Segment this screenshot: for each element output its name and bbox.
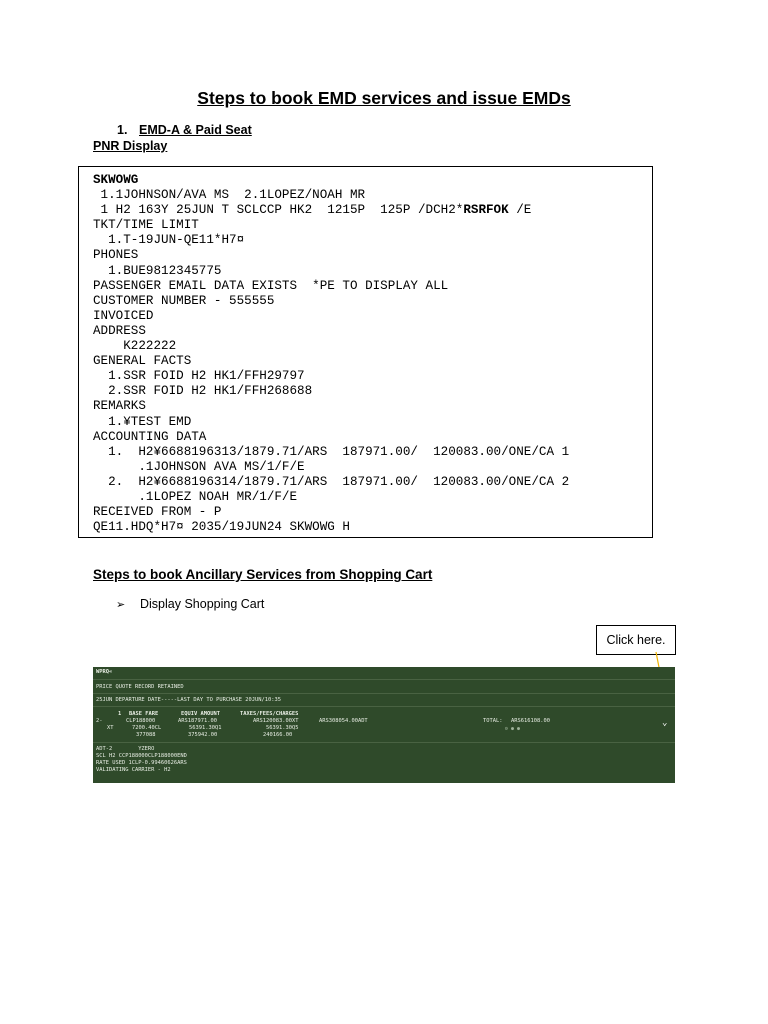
terminal-row1-base: CLP188000	[126, 718, 156, 724]
terminal-row1-total-value: ARS616108.00	[511, 718, 550, 724]
pnr-display-box	[78, 166, 653, 538]
pnr-line-text: 2.SSR FOID H2 HK1/FFH268688	[93, 384, 313, 399]
terminal-col-taxes: TAXES/FEES/CHARGES	[240, 711, 299, 717]
pnr-line	[93, 384, 652, 399]
pnr-line-text: ADDRESS	[93, 323, 146, 338]
terminal-row3-base: 377088	[136, 732, 156, 738]
pnr-line-text: REMARKS	[93, 399, 146, 414]
pnr-line	[93, 188, 652, 203]
pnr-line-text: 1 H2 163Y 25JUN T SCLCCP HK2 1215P 125P /DCH2*	[93, 203, 464, 218]
terminal-line-fare-calc: SCL H2 CCP188000CLP188000END	[96, 753, 187, 759]
pnr-line	[93, 218, 652, 233]
bullet-display-shopping-cart	[116, 597, 264, 611]
pnr-line	[93, 520, 652, 535]
pnr-line-text: TKT/TIME LIMIT	[93, 218, 199, 233]
pnr-line-tail: /E	[508, 203, 532, 218]
terminal-line-validating: VALIDATING CARRIER - H2	[96, 767, 171, 773]
pnr-line	[93, 173, 652, 188]
pnr-line-text: .1LOPEZ NOAH MR/1/F/E	[93, 489, 298, 504]
pnr-line-text: PHONES	[93, 248, 139, 263]
pnr-line	[93, 430, 652, 445]
terminal-line-departure: 25JUN DEPARTURE DATE-----LAST DAY TO PURCHASE 20JUN/10:35	[96, 697, 281, 703]
terminal-row2-label: XT	[107, 725, 114, 731]
pnr-line-text: PASSENGER EMAIL DATA EXISTS *PE TO DISPLAY ALL	[93, 278, 449, 293]
pnr-line	[93, 233, 652, 248]
terminal-line-retained: PRICE QUOTE RECORD RETAINED	[96, 684, 184, 690]
pnr-line-text: QE11.HDQ*H7¤ 2035/19JUN24 SKWOWG H	[93, 520, 350, 535]
chevron-down-icon[interactable]: ⌄	[662, 718, 668, 728]
terminal-row1-index: 2-	[96, 718, 103, 724]
terminal-separator	[93, 706, 675, 707]
terminal-status-dots-icon: ⚙ ● ●	[505, 726, 521, 732]
pnr-line-text: SKWOWG	[93, 173, 139, 187]
section-1-label: EMD-A & Paid Seat	[139, 123, 252, 137]
pnr-line-text: 1. H2¥6688196313/1879.71/ARS 187971.00/ 120083.00/ONE/CA 1	[93, 444, 570, 459]
terminal-row2-taxes: 56391.30Q5	[266, 725, 299, 731]
pnr-line	[93, 399, 652, 414]
pnr-line	[93, 445, 652, 460]
pnr-line-text: GENERAL FACTS	[93, 354, 192, 369]
section-1-number: 1.	[117, 123, 128, 137]
pnr-line	[93, 369, 652, 384]
pnr-line-text: 1.¥TEST EMD	[93, 414, 192, 429]
terminal-row2-base: 7200.40CL	[132, 725, 162, 731]
terminal-line-rate: RATE USED 1CLP-0.99460626ARS	[96, 760, 187, 766]
terminal-col-index: 1	[118, 711, 122, 717]
terminal-line-adt: ADT-2 YZERO	[96, 746, 155, 752]
shopping-cart-terminal-screenshot	[93, 667, 675, 783]
pnr-line	[93, 460, 652, 475]
pnr-line-text: ACCOUNTING DATA	[93, 429, 207, 444]
pnr-line	[93, 248, 652, 263]
pnr-line-text: K222222	[93, 339, 177, 354]
pnr-line	[93, 490, 652, 505]
pnr-line-text: 1.1JOHNSON/AVA MS 2.1LOPEZ/NOAH MR	[93, 188, 366, 203]
terminal-row1-adt: ARS308054.00ADT	[319, 718, 368, 724]
pnr-line-text: INVOICED	[93, 308, 154, 323]
terminal-row1-total-label: TOTAL:	[483, 718, 503, 724]
terminal-row3-taxes: 240166.00	[263, 732, 293, 738]
bullet-text: Display Shopping Cart	[140, 597, 265, 611]
pnr-line	[93, 294, 652, 309]
pnr-line-text: 1.SSR FOID H2 HK1/FFH29797	[93, 369, 305, 384]
pnr-line	[93, 475, 652, 490]
terminal-row1-taxes: ARS120083.00XT	[253, 718, 299, 724]
pnr-line-bold-code: RSRFOK	[463, 203, 509, 218]
terminal-row2-equiv: 56391.30Q1	[189, 725, 222, 731]
terminal-col-equiv: EQUIV AMOUNT	[181, 711, 220, 717]
pnr-line-text: 1.T-19JUN-QE11*H7¤	[93, 233, 245, 248]
pnr-line	[93, 505, 652, 520]
pnr-line	[93, 354, 652, 369]
terminal-separator	[93, 742, 675, 743]
document-title: Steps to book EMD services and issue EMDs	[197, 88, 571, 108]
click-here-callout: Click here.	[596, 625, 676, 655]
terminal-row1-equiv: ARS187971.00	[178, 718, 217, 724]
bullet-arrow-icon: ➢	[116, 599, 126, 611]
pnr-line	[93, 339, 652, 354]
pnr-line-text: RECEIVED FROM - P	[93, 505, 222, 520]
terminal-command: WPRQ«	[96, 669, 113, 675]
pnr-line	[93, 203, 652, 218]
pnr-line-text: 2. H2¥6688196314/1879.71/ARS 187971.00/ 120083.00/ONE/CA 2	[93, 474, 570, 489]
section-1-heading	[117, 123, 252, 137]
pnr-line	[93, 324, 652, 339]
pnr-heading: PNR Display	[93, 139, 168, 153]
pnr-line	[93, 415, 652, 430]
pnr-line-text: 1.BUE9812345775	[93, 263, 222, 278]
pnr-line	[93, 279, 652, 294]
terminal-separator	[93, 693, 675, 694]
terminal-row3-equiv: 375942.00	[188, 732, 218, 738]
pnr-line	[93, 309, 652, 324]
pnr-line	[93, 264, 652, 279]
section-2-heading: Steps to book Ancillary Services from Shopping Cart	[93, 567, 433, 582]
terminal-separator	[93, 679, 675, 680]
pnr-line-text: CUSTOMER NUMBER - 555555	[93, 293, 275, 308]
pnr-line-text: .1JOHNSON AVA MS/1/F/E	[93, 459, 305, 474]
terminal-col-base-fare: BASE FARE	[129, 711, 159, 717]
